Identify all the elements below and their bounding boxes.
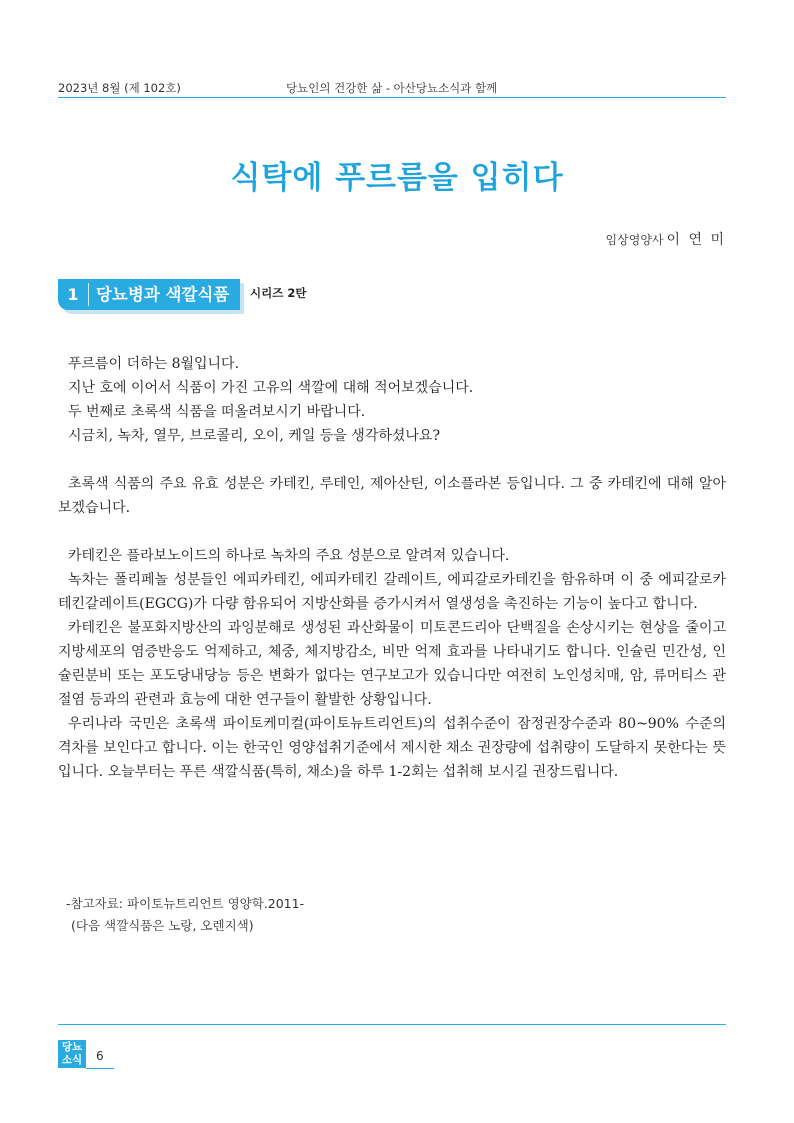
newsletter-tagline: 당뇨인의 건강한 삶 - 아산당뇨소식과 함께	[286, 81, 498, 95]
intro-line: 푸르름이 더하는 8월입니다.	[68, 356, 240, 372]
newsletter-badge	[58, 1040, 86, 1068]
references	[66, 893, 304, 937]
reference-source: -참고자료: 파이토뉴트리언트 영양학.2011-	[66, 896, 305, 911]
paragraph: 카테킨은 플라보노이드의 하나로 녹차의 주요 성분으로 알려져 있습니다.	[68, 548, 510, 564]
paragraph: 초록색 식품의 주요 유효 성분은 카테킨, 루테인, 제아산틴, 이소플라본 등입니다. 그 중 카테킨에 대해 알아보겠습니다.	[58, 476, 726, 516]
next-issue-note: (다음 색깔식품은 노랑, 오렌지색)	[71, 918, 254, 933]
paragraph: 카테킨은 불포화지방산의 과잉분해로 생성된 과산화물이 미토콘드리아 단백질을 손상시키는 현상을 줄이고 지방세포의 염증반응도 억제하고, 체중, 체지방감소, 비만 억제 효과를 나타내기도 합니다. 인슐린 민간성, 인슐린분비 또는 포도당내당능 등은 변화가 없다는 연구보고가 있습니다만 여전히 노인성치매, 암, 류머티스 관절염 등과의 관련과 효능에 대한 연구들이 활발한 상황입니다.	[58, 620, 726, 708]
series-label: 시리즈 2탄	[250, 286, 307, 300]
paragraph: 우리나라 국민은 초록색 파이토케미컬(파이토뉴트리언트)의 섭취수준이 잠정권장수준과 80~90% 수준의 격차를 보인다고 합니다. 이는 한국인 영양섭취기준에서 제시한 채소 권장량에 섭취량이 도달하지 못한다는 뜻입니다. 오늘부터는 푸른 색깔식품(특히, 채소)을 하루 1-2회는 섭취해 보시길 권장드립니다.	[58, 716, 726, 780]
page-number-underline	[86, 1068, 114, 1069]
section-heading-box	[58, 279, 240, 310]
author-name: 이 연 미	[666, 232, 726, 248]
intro-line: 지난 호에 이어서 식품이 가진 고유의 색깔에 대해 적어보겠습니다.	[68, 380, 474, 396]
article-title: 식탁에 푸르름을 입히다	[230, 160, 564, 196]
page-header	[58, 80, 726, 98]
header-divider	[58, 97, 726, 98]
paragraph: 녹차는 폴리페놀 성분들인 에피카테킨, 에피카테킨 갈레이트, 에피갈로카테킨을 함유하며 이 중 에피갈로카테킨갈레이트(EGCG)가 다량 함유되어 지방산화를 증가시켜서 열생성을 촉진하는 기능이 높다고 합니다.	[58, 572, 726, 612]
section-label: 당뇨병과 색깔식품	[96, 285, 230, 304]
issue-label: 2023년 8월 (제 102호)	[58, 81, 181, 95]
badge-line: 소식	[61, 1054, 83, 1066]
page-number: 6	[96, 1049, 104, 1063]
intro-line: 두 번째로 초록색 식품을 떠올려보시기 바랍니다.	[68, 404, 366, 420]
footer-divider	[58, 1024, 726, 1025]
author-role: 임상영양사	[605, 233, 664, 247]
author-byline	[606, 229, 726, 249]
section-number-divider	[88, 283, 89, 306]
intro-line: 시금치, 녹차, 열무, 브로콜리, 오이, 케일 등을 생각하셨나요?	[68, 428, 440, 444]
badge-line: 당뇨	[61, 1041, 83, 1053]
article-body	[58, 352, 726, 784]
section-number: 1	[67, 285, 79, 304]
